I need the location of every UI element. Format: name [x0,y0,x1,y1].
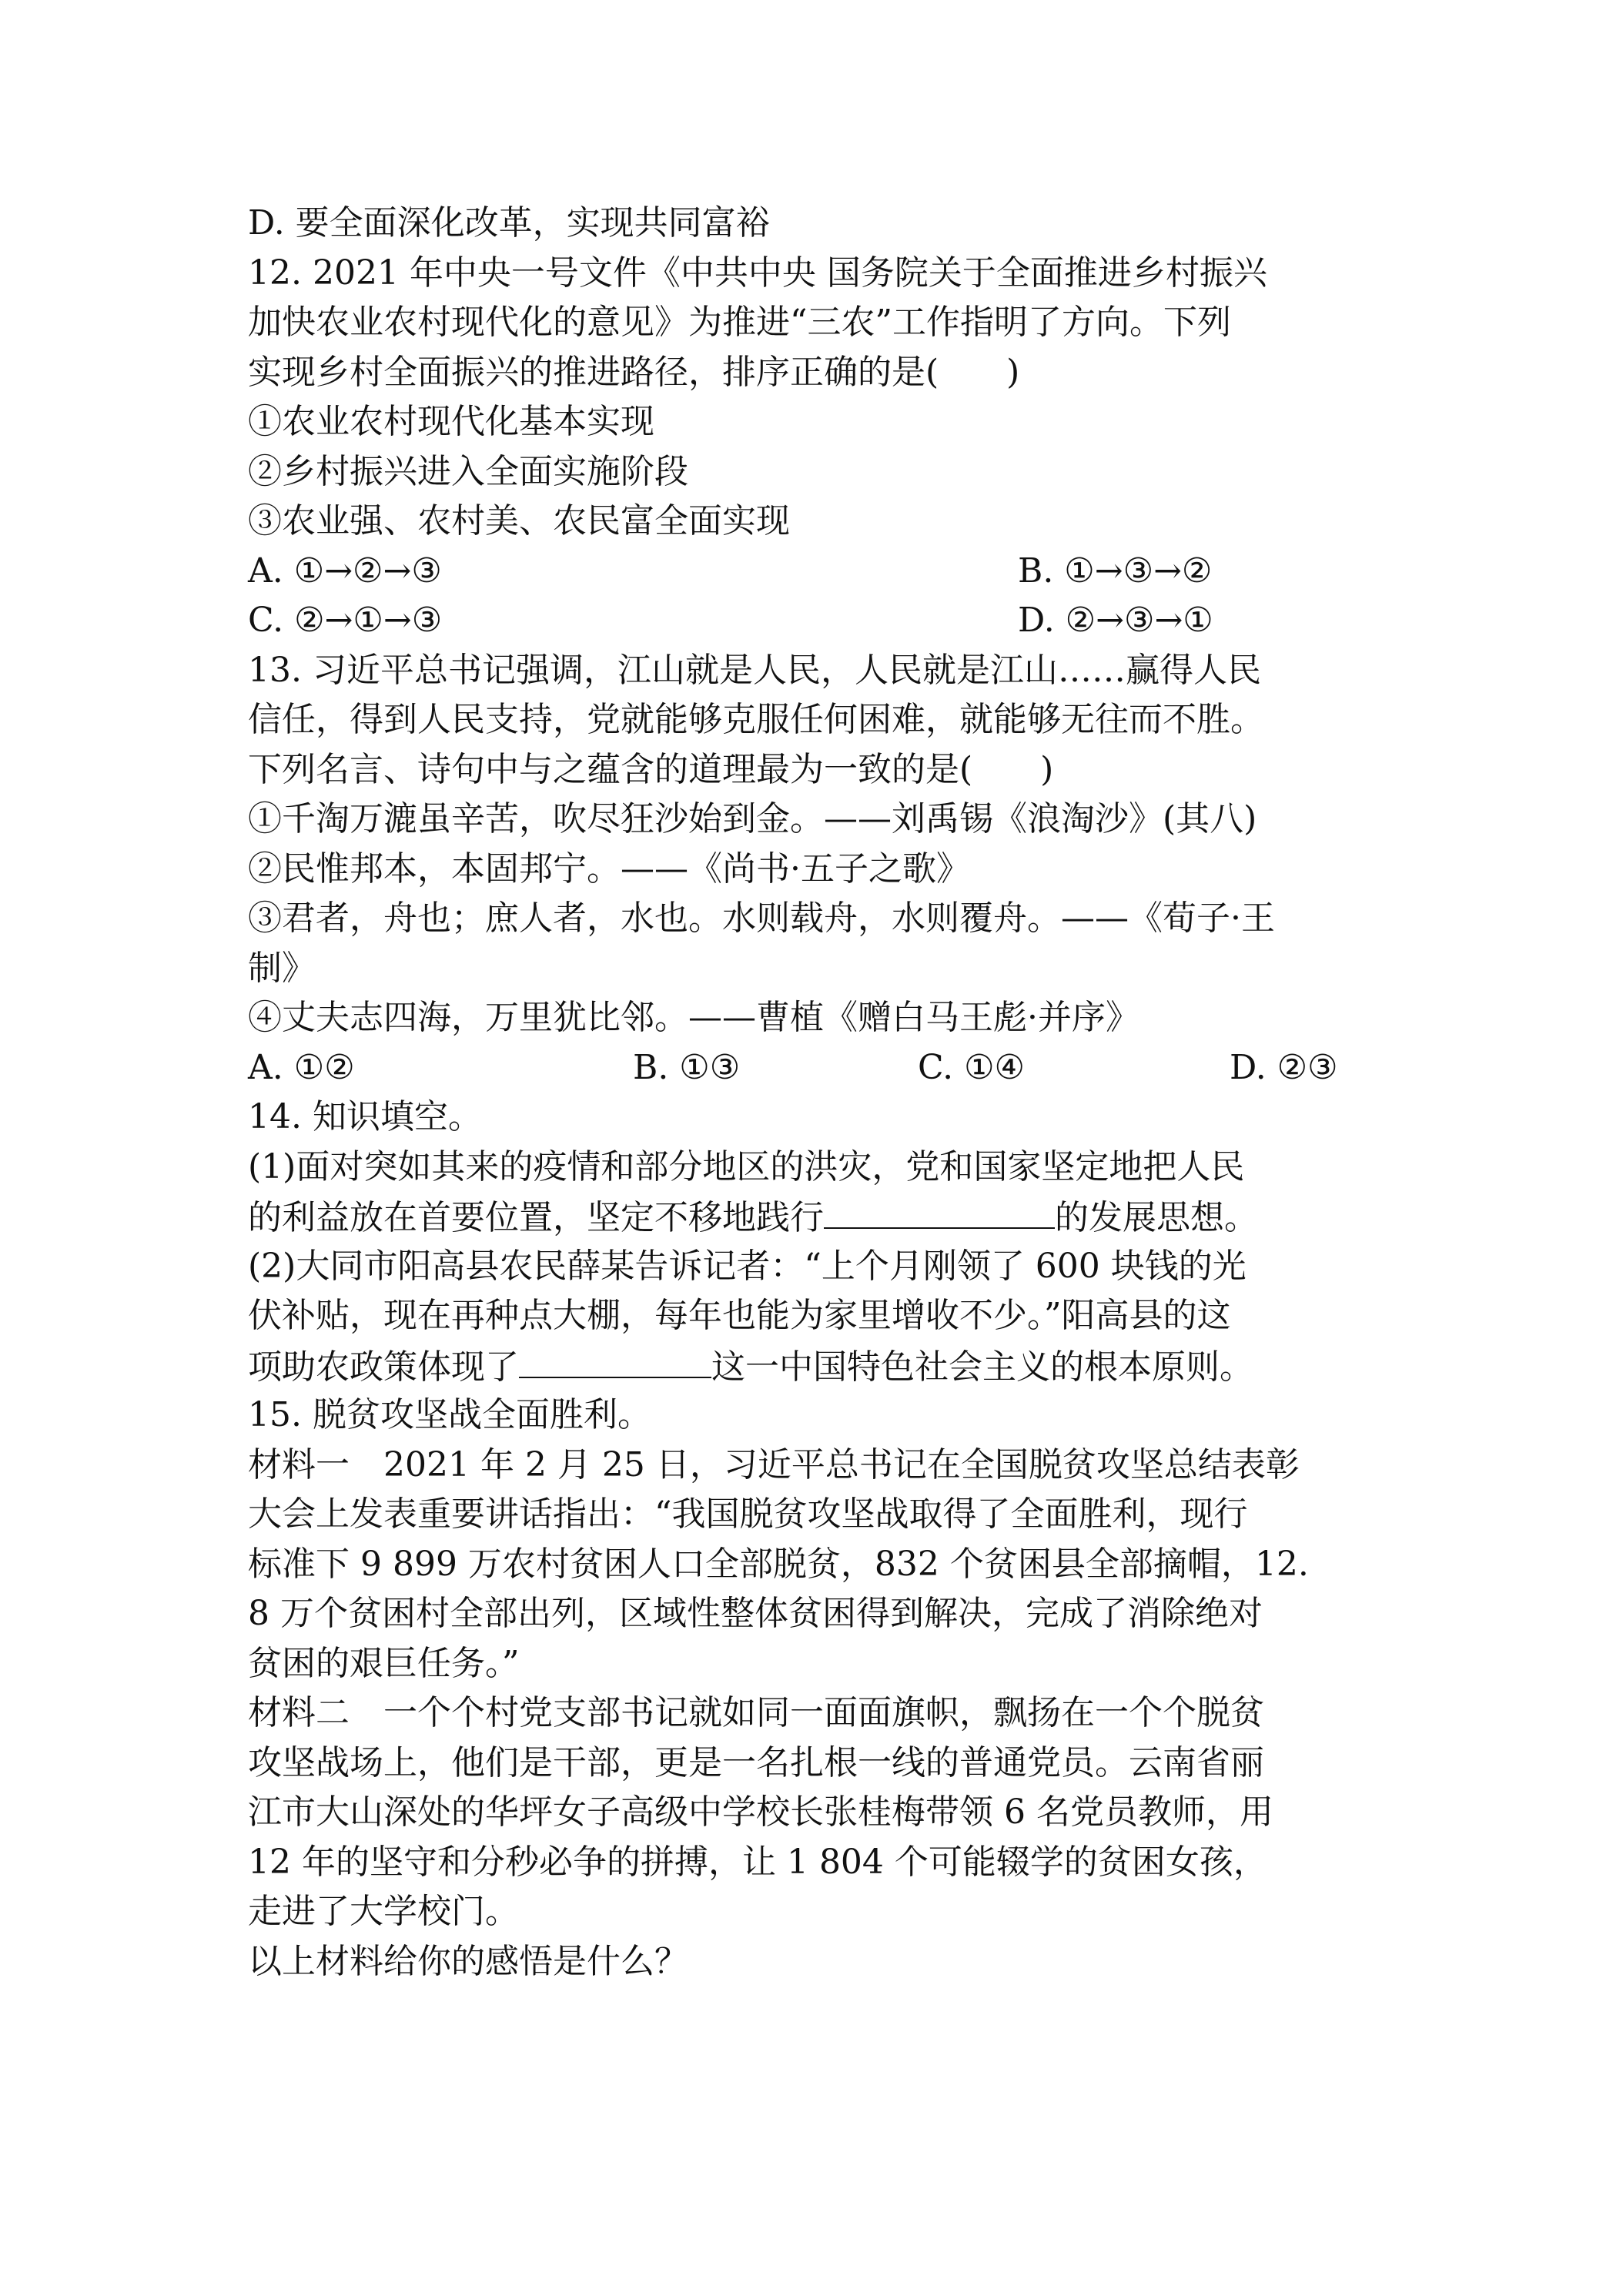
q13-stem-line-3: 下列名言、诗句中与之蕴含的道理最为一致的是( ) [248,749,1054,789]
q15-material-2-line-4: 12 年的坚守和分秒必争的拼搏，让 1 804 个可能辍学的贫困女孩， [248,1842,1267,1882]
q14-title: 14. 知识填空。 [248,1097,482,1136]
q14-part-2-line-2: 伏补贴，现在再种点大棚，每年也能为家里增收不少。”阳高县的这 [248,1296,1231,1335]
q14-part-2-text-after: 这一中国特色社会主义的根本原则。 [711,1347,1253,1387]
q12-stem-line-2: 加快农业农村现代化的意见》为推进“三农”工作指明了方向。下列 [248,303,1231,342]
document-content [248,199,1387,1986]
q13-stem-line-1: 13. 习近平总书记强调，江山就是人民，人民就是江山……赢得人民 [248,650,1261,690]
q15-material-1-line-2: 大会上发表重要讲话指出：“我国脱贫攻坚战取得了全面胜利，现行 [248,1494,1248,1534]
q15-material-1-line-5: 贫困的艰巨任务。” [248,1643,520,1683]
q15-question: 以上材料给你的感悟是什么？ [248,1941,688,1981]
q14-part-1-line-1: (1)面对突如其来的疫情和部分地区的洪灾，党和国家坚定地把人民 [248,1146,1245,1186]
q14-part-2-blank[interactable] [519,1341,711,1378]
q15-title: 15. 脱贫攻坚战全面胜利。 [248,1395,651,1434]
q15-material-2-line-3: 江市大山深处的华坪女子高级中学校长张桂梅带领 6 名党员教师，用 [248,1792,1273,1832]
q15-material-2-line-5: 走进了大学校门。 [248,1892,519,1931]
q15-material-2-line-2: 攻坚战场上，他们是干部，更是一名扎根一线的普通党员。云南省丽 [248,1742,1264,1782]
q12-stem-line-3: 实现乡村全面振兴的推进路径，排序正确的是( ) [248,352,1020,392]
q13-options-row [248,1043,1387,1093]
q12-item-2: ②乡村振兴进入全面实施阶段 [248,451,688,491]
q12-option-d: D. ②→③→① [1018,601,1213,640]
q13-stem-line-2: 信任，得到人民支持，党就能够克服任何困难，就能够无往而不胜。 [248,700,1264,739]
q12-option-b: B. ①→③→② [1018,551,1213,591]
q13-item-1: ①千淘万漉虽辛苦，吹尽狂沙始到金。——刘禹锡《浪淘沙》(其八) [248,799,1257,838]
q13-item-3-continued: 制》 [248,948,316,988]
q14-part-1-line-2 [248,1192,1387,1242]
q14-part-2-line-3 [248,1341,1387,1391]
q12-options-row-1 [248,547,1387,597]
q12-options-row-2 [248,596,1387,646]
q14-part-1-blank[interactable] [824,1192,1055,1229]
q14-part-2-line-1: (2)大同市阳高县农民薛某告诉记者：“上个月刚领了 600 块钱的光 [248,1246,1247,1286]
q14-part-1-text-before: 的利益放在首要位置，坚定不移地践行 [248,1198,824,1237]
q15-material-1-line-4: 8 万个贫困村全部出列，区域性整体贫困得到解决，完成了消除绝对 [248,1594,1263,1633]
q15-material-2-line-1: 材料二 一个个村党支部书记就如同一面面旗帜，飘扬在一个个脱贫 [248,1693,1264,1732]
q11-option-d: D. 要全面深化改革，实现共同富裕 [248,203,770,243]
q13-item-4: ④丈夫志四海，万里犹比邻。——曹植《赠白马王彪·并序》 [248,998,1139,1037]
q15-material-1-line-3: 标准下 9 899 万农村贫困人口全部脱贫，832 个贫困县全部摘帽，12. [248,1544,1309,1584]
q13-option-b: B. ①③ [633,1047,741,1087]
q14-part-1-text-after: 的发展思想。 [1055,1198,1258,1237]
q13-option-a: A. ①② [248,1047,355,1087]
q12-item-3: ③农业强、农村美、农民富全面实现 [248,501,790,541]
q13-item-2: ②民惟邦本，本固邦宁。——《尚书·五子之歌》 [248,848,970,889]
q13-option-d: D. ②③ [1230,1047,1338,1087]
q14-part-2-text-before: 项助农政策体现了 [248,1347,519,1387]
q12-item-1: ①农业农村现代化基本实现 [248,402,654,441]
q15-material-1-line-1: 材料一 2021 年 2 月 25 日，习近平总书记在全国脱贫攻坚总结表彰 [248,1444,1300,1484]
q12-option-a: A. ①→②→③ [248,551,442,591]
q13-item-3: ③君者，舟也；庶人者，水也。水则载舟，水则覆舟。——《荀子·王 [248,899,1275,938]
q12-stem-line-1: 12. 2021 年中央一号文件《中共中央 国务院关于全面推进乡村振兴 [248,253,1267,293]
q12-option-c: C. ②→①→③ [248,601,443,640]
q13-option-c: C. ①④ [918,1047,1025,1087]
